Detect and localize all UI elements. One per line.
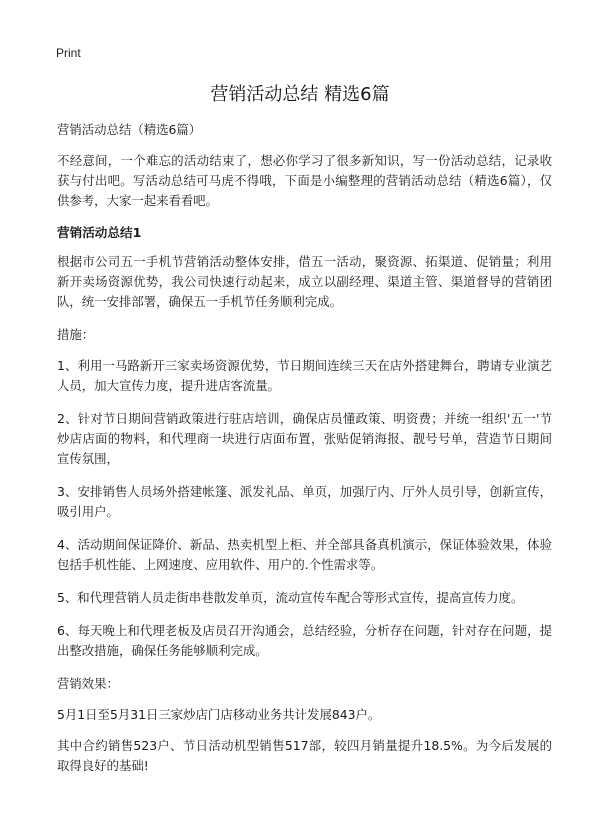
measures-label: 措施： — [57, 327, 95, 342]
section-heading: 营销活动总结1 — [57, 225, 142, 240]
results-label: 营销效果： — [57, 676, 119, 691]
intro-paragraph: 不经意间，一个难忘的活动结束了，想必你学习了很多新知识，写一份活动总结，记录收获与付出吧。写活动总结可马虎不得哦，下面是小编整理的营销活动总结（精选6篇），仅供参考，大家一起来看看吧。 — [57, 153, 552, 208]
document-subtitle: 营销活动总结（精选6篇） — [57, 122, 202, 137]
measure-item-5: 5、和代理营销人员走街串巷散发单页，流动宣传车配合等形式宣传，提高宣传力度。 — [57, 590, 524, 605]
page-title: 营销活动总结 精选6篇 — [210, 84, 390, 105]
result-paragraph-2: 其中合约销售523户、节日活动机型销售517部，较四月销量提升18.5%。为今后发展的取得良好的基础! — [57, 738, 552, 773]
result-paragraph-1: 5月1日至5月31日三家炒店门店移动业务共计发展843户。 — [57, 707, 381, 722]
print-label[interactable]: Print — [56, 46, 81, 60]
measure-item-3: 3、安排销售人员场外搭建帐篷、派发礼品、单页，加强厅内、厅外人员引导，创新宣传，吸引用户。 — [57, 484, 552, 519]
document-body — [57, 120, 552, 789]
measure-item-4: 4、活动期间保证降价、新品、热卖机型上柜、并全部具备真机演示，保证体验效果，体验包括手机性能、上网速度、应用软件、用户的.个性需求等。 — [57, 537, 552, 572]
measure-item-6: 6、每天晚上和代理老板及店员召开沟通会，总结经验，分析存在问题，针对存在问题，提出整改措施，确保任务能够顺利完成。 — [57, 623, 552, 658]
section-paragraph: 根据市公司五一手机节营销活动整体安排，借五一活动，聚资源、拓渠道、促销量；利用新开卖场资源优势，我公司快速行动起来，成立以副经理、渠道主管、渠道督导的营销团队，统一安排部署，确保五一手机节任务顺利完成。 — [57, 254, 552, 309]
measure-item-1: 1、利用一马路新开三家卖场资源优势，节日期间连续三天在店外搭建舞台，聘请专业演艺人员，加大宣传力度，提升进店客流量。 — [57, 358, 552, 393]
measure-item-2: 2、针对节日期间营销政策进行驻店培训，确保店员懂政策、明资费；并统一组织'五一'节炒店店面的物料，和代理商一块进行店面布置，张贴促销海报、靓号号单，营造节日期间宣传氛围， — [57, 411, 552, 466]
